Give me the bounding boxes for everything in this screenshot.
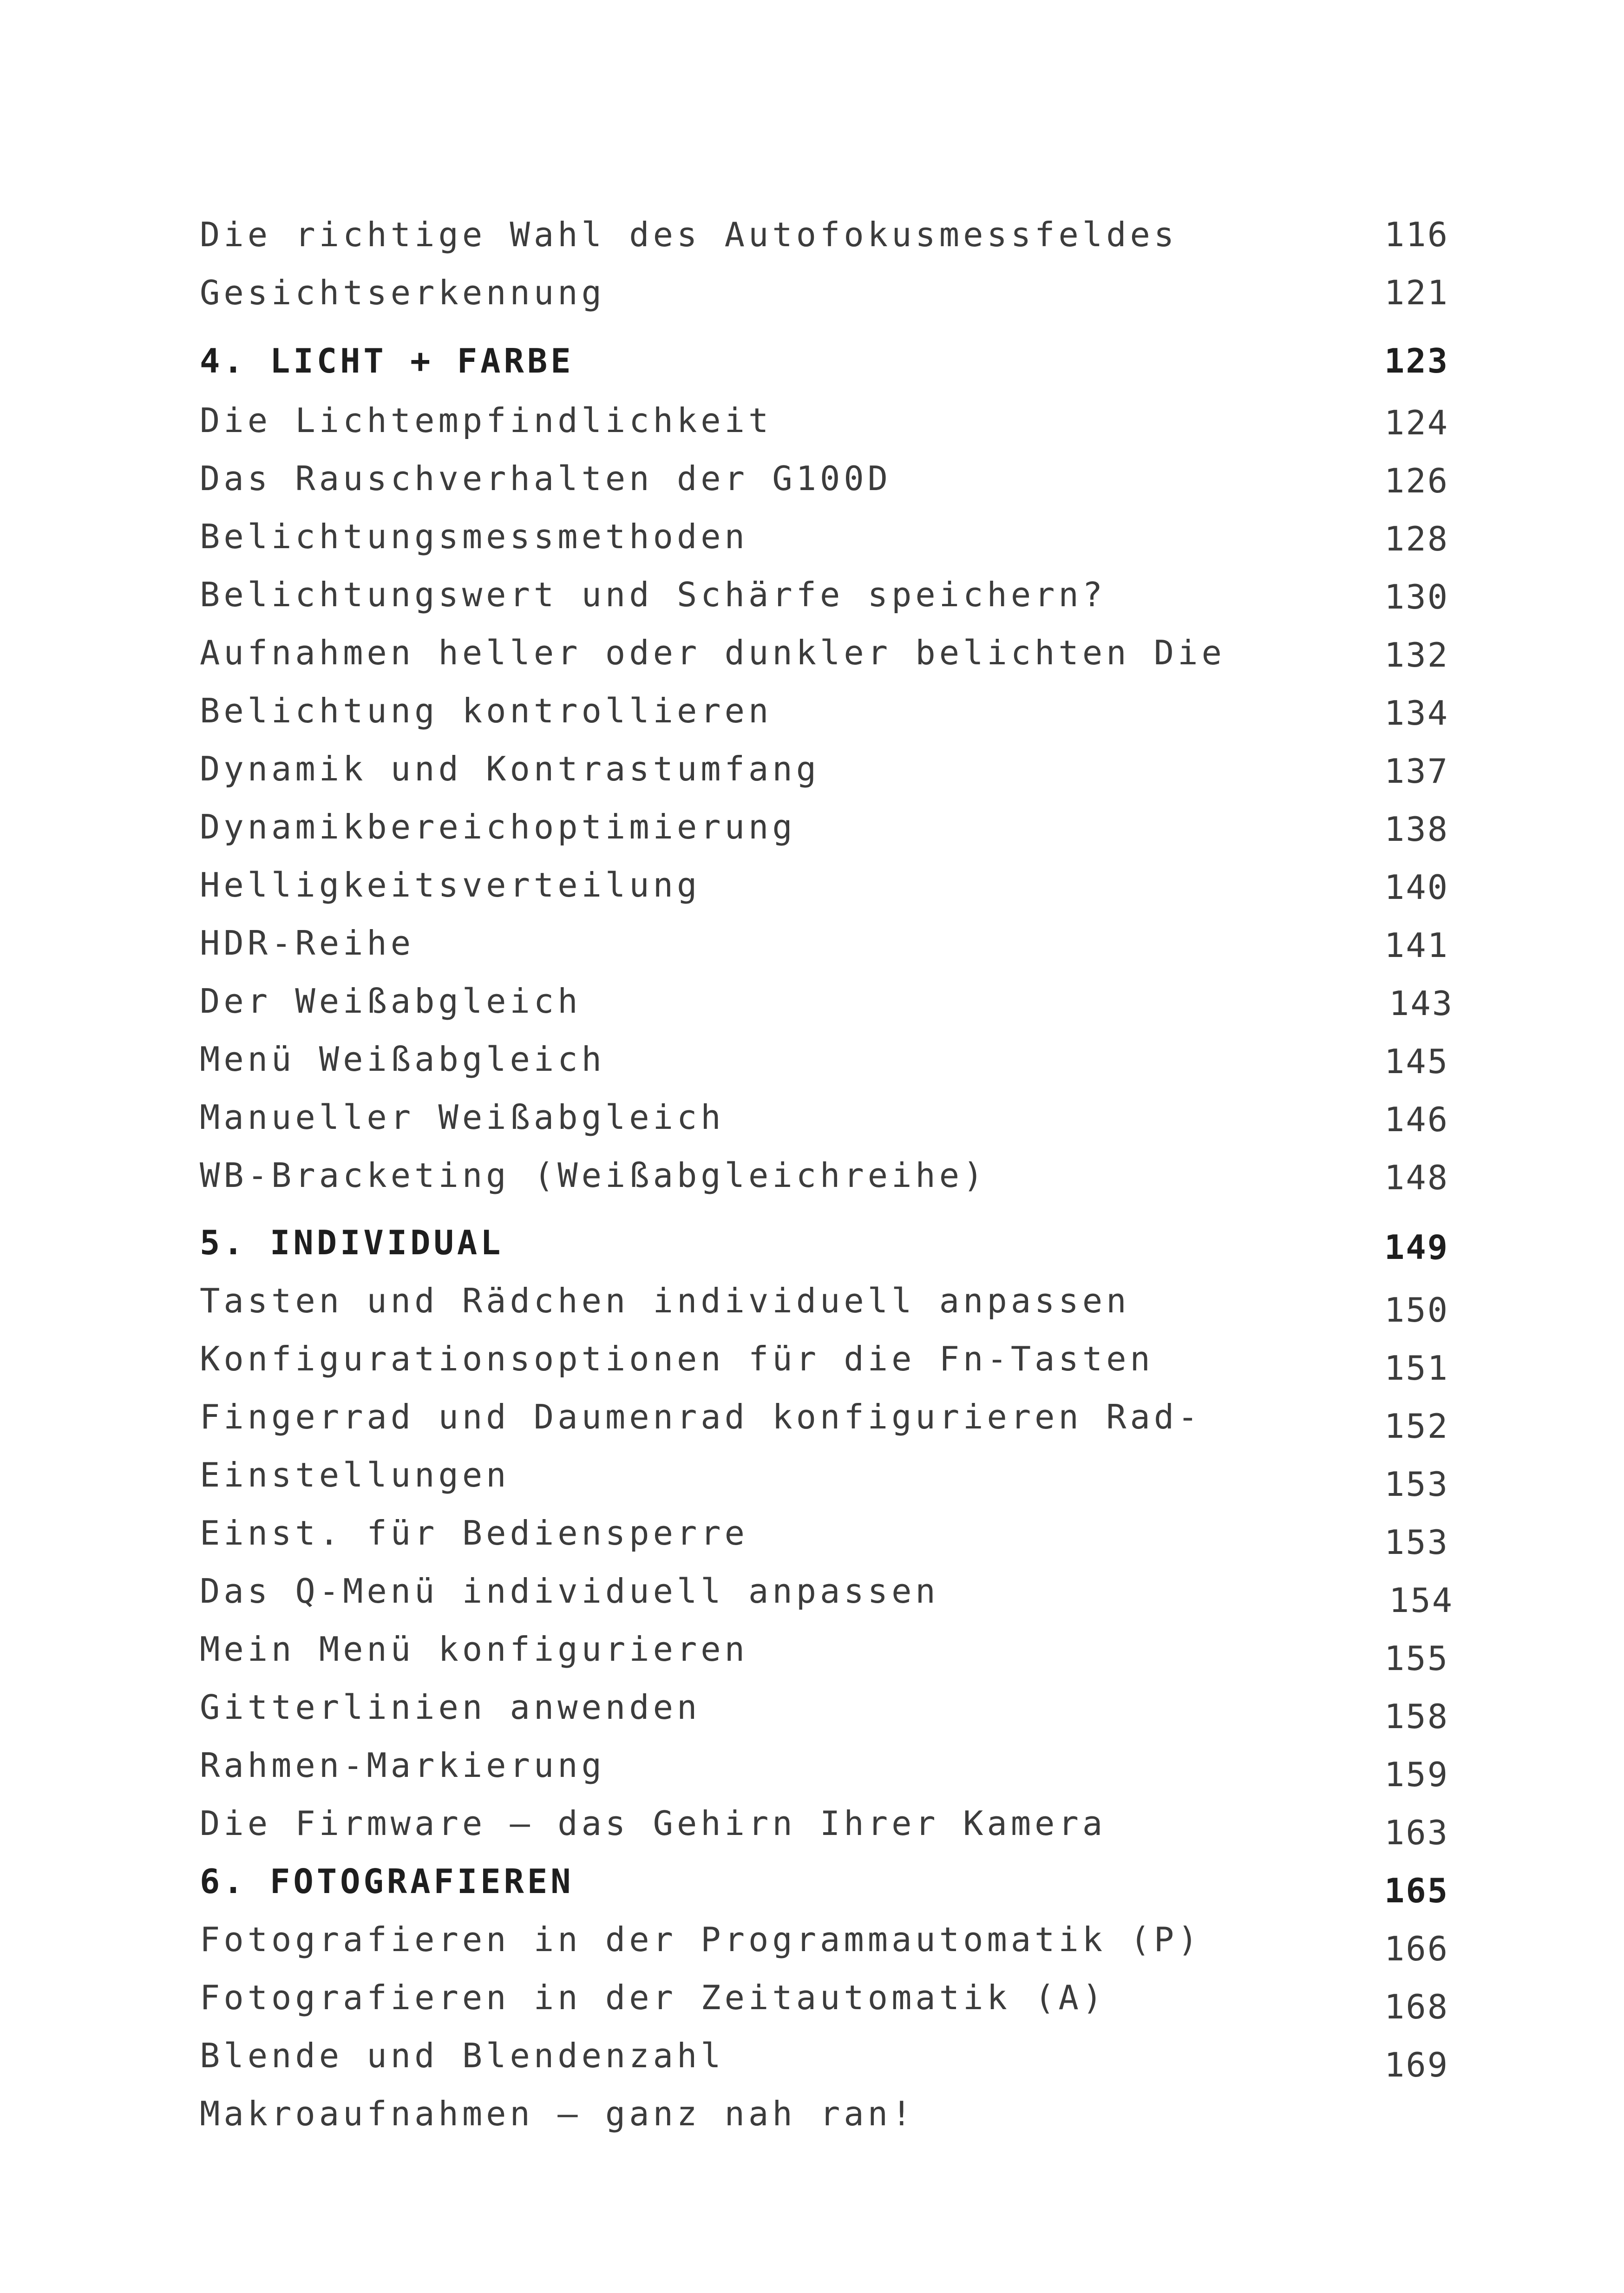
toc-entry: Einst. für Bediensperre (200, 1513, 748, 1553)
toc-page-number: 132 (1384, 635, 1449, 675)
toc-section-heading: 5. INDIVIDUAL (200, 1223, 504, 1262)
toc-entry: Einstellungen (200, 1455, 510, 1494)
toc-page-number: 140 (1384, 868, 1449, 907)
toc-page-number: 124 (1384, 403, 1449, 442)
toc-page-number: 155 (1384, 1639, 1449, 1678)
toc-page-number: 166 (1384, 1929, 1449, 1968)
toc-entry: Dynamik und Kontrastumfang (200, 749, 820, 788)
toc-page-number: 158 (1384, 1697, 1449, 1736)
toc-page-number: 138 (1384, 810, 1449, 849)
toc-section-heading: 6. FOTOGRAFIEREN (200, 1862, 574, 1901)
toc-entry: Gesichtserkennung (200, 273, 605, 312)
toc-entry: Belichtung kontrollieren (200, 691, 773, 730)
toc-page-number: 154 (1389, 1581, 1454, 1620)
toc-entry: HDR-Reihe (200, 924, 415, 963)
toc-entry: Gitterlinien anwenden (200, 1688, 701, 1727)
toc-page-number: 159 (1384, 1755, 1449, 1794)
toc-entry: WB-Bracketing (Weißabgleichreihe) (200, 1156, 987, 1195)
toc-entry: Das Q-Menü individuell anpassen (200, 1572, 939, 1611)
toc-page-number: 121 (1384, 273, 1449, 312)
toc-page-number: 137 (1384, 752, 1449, 791)
toc-entry: Aufnahmen heller oder dunkler belichten Die (200, 633, 1225, 672)
toc-entry: Der Weißabgleich (200, 982, 582, 1021)
toc-page-number: 168 (1384, 1987, 1449, 2026)
toc-entry: Belichtungsmessmethoden (200, 517, 748, 556)
toc-entry: Helligkeitsverteilung (200, 865, 701, 904)
toc-page-number: 153 (1384, 1523, 1449, 1562)
toc-entry: Belichtungswert und Schärfe speichern? (200, 575, 1107, 614)
toc-entry: Das Rauschverhalten der G100D (200, 459, 892, 498)
toc-page-number: 130 (1384, 577, 1449, 616)
toc-page-number: 145 (1384, 1042, 1449, 1081)
toc-entry: Die Firmware – das Gehirn Ihrer Kamera (200, 1804, 1107, 1843)
toc-entry: Mein Menü konfigurieren (200, 1630, 748, 1669)
toc-page-number: 153 (1384, 1465, 1449, 1504)
toc-entry: Menü Weißabgleich (200, 1040, 605, 1079)
toc-page-number: 169 (1384, 2045, 1449, 2084)
toc-page-number: 128 (1384, 519, 1449, 558)
toc-entry: Konfigurationsoptionen für die Fn-Tasten (200, 1339, 1154, 1378)
toc-page-number: 163 (1384, 1813, 1449, 1852)
toc-entry: Tasten und Rädchen individuell anpassen (200, 1281, 1130, 1320)
toc-page-number: 141 (1384, 926, 1449, 965)
toc-entry: Fotografieren in der Zeitautomatik (A) (200, 1978, 1107, 2017)
toc-page-number: 143 (1389, 984, 1454, 1023)
toc-entry: Fotografieren in der Programmautomatik (P) (200, 1920, 1202, 1959)
toc-entry: Dynamikbereichoptimierung (200, 807, 796, 846)
toc-entry: Makroaufnahmen – ganz nah ran! (200, 2094, 916, 2133)
toc-entry: Die Lichtempfindlichkeit (200, 401, 773, 440)
toc-page-number: 134 (1384, 694, 1449, 733)
toc-page-number: 116 (1384, 215, 1449, 254)
toc-page-number: 126 (1384, 461, 1449, 500)
toc-entry: Fingerrad und Daumenrad konfigurieren Rad- (200, 1397, 1202, 1436)
toc-page-number: 123 (1384, 341, 1449, 380)
toc-page-number: 148 (1384, 1158, 1449, 1197)
toc-page-number: 146 (1384, 1100, 1449, 1139)
toc-entry: Rahmen-Markierung (200, 1746, 605, 1785)
toc-page-number: 149 (1384, 1228, 1449, 1267)
toc-entry: Die richtige Wahl des Autofokusmessfeldes (200, 215, 1178, 254)
toc-entry: Manueller Weißabgleich (200, 1098, 725, 1137)
toc-page-number: 151 (1384, 1349, 1449, 1388)
toc-entry: Blende und Blendenzahl (200, 2036, 725, 2075)
toc-section-heading: 4. LICHT + FARBE (200, 341, 574, 380)
toc-page-number: 165 (1384, 1871, 1449, 1910)
toc-page-number: 152 (1384, 1407, 1449, 1446)
toc-page-number: 150 (1384, 1291, 1449, 1330)
